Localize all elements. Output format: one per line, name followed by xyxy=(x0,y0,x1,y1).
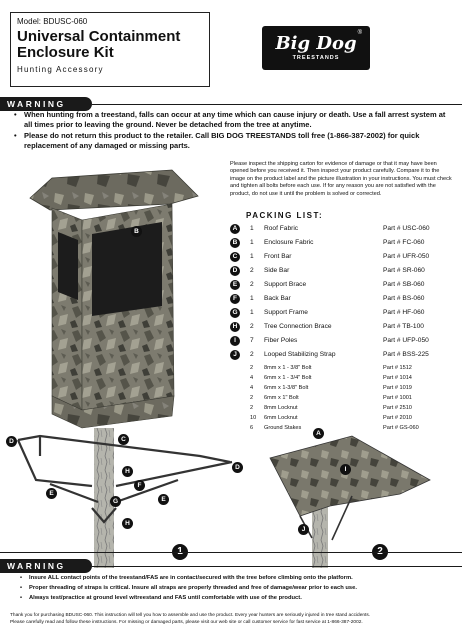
logo-wordmark: Big Dog xyxy=(275,33,357,54)
part-badge: H xyxy=(230,322,240,332)
hardware-name: 8mm x 1 - 3/8" Bolt xyxy=(264,365,312,371)
hardware-item xyxy=(230,384,462,394)
packing-item xyxy=(230,280,462,294)
item-qty: 2 xyxy=(250,281,254,288)
item-qty: 1 xyxy=(250,225,254,232)
hardware-part: Part # GS-060 xyxy=(383,425,419,431)
item-name: Support Frame xyxy=(264,309,308,316)
warning-bottom-list xyxy=(20,574,452,604)
product-title xyxy=(17,29,203,61)
item-part: Part # UFP-050 xyxy=(383,337,429,344)
hardware-part: Part # 1512 xyxy=(383,365,412,371)
item-qty: 2 xyxy=(250,323,254,330)
packing-item xyxy=(230,308,462,322)
assembly-diagrams xyxy=(0,428,462,568)
item-qty: 1 xyxy=(250,295,254,302)
packing-item xyxy=(230,266,462,280)
callout-f: F xyxy=(134,480,145,491)
footer-line: Thank you for purchasing BDUSC-060. This instruction will tell you how to assemble and use the product. Every year hunters are seriously injured in tree stand accidents. xyxy=(10,613,371,618)
hardware-part: Part # 1014 xyxy=(383,375,412,381)
hardware-part: Part # 2510 xyxy=(383,405,412,411)
part-badge: E xyxy=(230,280,240,290)
hardware-part: Part # 2010 xyxy=(383,415,412,421)
item-part: Part # UFR-050 xyxy=(383,253,430,260)
item-qty: 1 xyxy=(250,239,254,246)
callout-g: G xyxy=(110,496,121,507)
item-part: Part # BSS-225 xyxy=(383,351,429,358)
logo-tagline: TREESTANDS xyxy=(292,55,340,61)
item-name: Side Bar xyxy=(264,267,290,274)
item-name: Enclosure Fabric xyxy=(264,239,314,246)
warning-top-item: • When hunting from a treestand, falls can occur at any time which can cause injury or death. Use a fall arrest system at all times prior to leaving the ground. Never be detached from the tree at anytime. xyxy=(14,110,452,129)
packing-item xyxy=(230,238,462,252)
part-badge: D xyxy=(230,266,240,276)
hardware-part: Part # 1019 xyxy=(383,385,412,391)
item-name: Fiber Poles xyxy=(264,337,298,344)
front-window xyxy=(92,222,162,316)
hardware-name: Ground Stakes xyxy=(264,425,302,431)
hardware-item xyxy=(230,394,462,404)
warning-bottom-item: • Proper threading of straps is critical. Insure all straps are properly threaded and free of damage/wear prior to each use. xyxy=(20,584,452,593)
hardware-item xyxy=(230,364,462,374)
hardware-qty: 2 xyxy=(250,395,254,401)
item-qty: 2 xyxy=(250,351,254,358)
footer-line: Please carefully read and follow these instructions. For missing or damaged parts, please visit our web site or call customer service for fast service at 1-866-387-2002. xyxy=(10,619,363,625)
item-name: Front Bar xyxy=(264,253,292,260)
packing-list-title: PACKING LIST: xyxy=(246,211,324,220)
callout-h: H xyxy=(122,518,133,529)
callout-d: D xyxy=(232,462,243,473)
item-qty: 2 xyxy=(250,267,254,274)
item-name: Support Brace xyxy=(264,281,307,288)
product-subtitle: Hunting Accessory xyxy=(17,65,104,74)
registered-mark: ® xyxy=(357,30,362,36)
warning-top-item: • Please do not return this product to the retailer. Call BIG DOG TREESTANDS toll free (1-866-387-2002) for quick replacement of any damaged or missing parts. xyxy=(14,131,452,150)
part-badge: C xyxy=(230,252,240,262)
item-name: Back Bar xyxy=(264,295,291,302)
inspection-paragraph: Please inspect the shipping carton for evidence of damage or that it may have been opened before you received it. Then inspect your product carefully. Compare it to the image on the product label and the picture illustration in your instructions. You must check and tighten all bolts before each use. If for any reason you are not satisfied with the product, do not use it until the problem is solved or corrected. xyxy=(230,161,452,197)
item-part: Part # HF-060 xyxy=(383,309,425,316)
part-badge: G xyxy=(230,308,240,318)
part-badge: A xyxy=(230,224,240,234)
item-part: Part # USC-060 xyxy=(383,225,430,232)
product-header xyxy=(10,12,210,87)
diagram-baseline xyxy=(0,552,462,553)
roof-fabric xyxy=(30,170,198,210)
photo-callout-b: B xyxy=(131,226,142,237)
hardware-item xyxy=(230,414,462,424)
item-part: Part # FC-060 xyxy=(383,239,425,246)
warning-bottom-rule xyxy=(92,566,462,567)
warning-top-label: WARNING xyxy=(0,97,92,111)
hardware-qty: 6 xyxy=(250,425,254,431)
item-qty: 1 xyxy=(250,309,254,316)
callout-d: D xyxy=(6,436,17,447)
warning-bottom-item: • Always test/practice at ground level w/treestand and FAS until comfortable with use of the product. xyxy=(20,594,452,603)
item-part: Part # SB-060 xyxy=(383,281,425,288)
brand-logo xyxy=(262,26,370,70)
item-name: Looped Stabilizing Strap xyxy=(264,351,336,358)
hardware-qty: 4 xyxy=(250,385,254,391)
frame-assembly xyxy=(18,436,232,522)
hardware-item xyxy=(230,404,462,414)
item-part: Part # BS-060 xyxy=(383,295,425,302)
side-window xyxy=(58,232,78,300)
callout-i: I xyxy=(340,464,351,475)
footer-note xyxy=(10,613,456,626)
callout-e: E xyxy=(158,494,169,505)
hardware-qty: 10 xyxy=(250,415,257,421)
part-badge: F xyxy=(230,294,240,304)
hardware-qty: 2 xyxy=(250,365,254,371)
title-line-1: Universal Containment xyxy=(17,28,181,45)
model-number: Model: BDUSC-060 xyxy=(17,17,88,26)
part-badge: I xyxy=(230,336,240,346)
packing-item xyxy=(230,224,462,238)
item-name: Roof Fabric xyxy=(264,225,299,232)
item-name: Tree Connection Brace xyxy=(264,323,332,330)
callout-j: J xyxy=(298,524,309,535)
packing-item xyxy=(230,294,462,308)
item-part: Part # SR-060 xyxy=(383,267,425,274)
packing-item xyxy=(230,336,462,350)
hardware-name: 6mm Locknut xyxy=(264,415,298,421)
callout-h: H xyxy=(122,466,133,477)
hardware-part: Part # 1001 xyxy=(383,395,412,401)
warning-top-rule xyxy=(92,104,462,105)
hardware-qty: 4 xyxy=(250,375,254,381)
hardware-name: 6mm x 1-3/8" Bolt xyxy=(264,385,309,391)
product-photo xyxy=(22,160,202,430)
title-line-2: Enclosure Kit xyxy=(17,44,114,61)
part-badge: B xyxy=(230,238,240,248)
packing-list xyxy=(230,224,462,364)
hardware-item xyxy=(230,374,462,384)
item-qty: 7 xyxy=(250,337,254,344)
warning-top-list xyxy=(14,110,452,152)
part-badge: J xyxy=(230,350,240,360)
packing-item xyxy=(230,252,462,266)
packing-item xyxy=(230,350,462,364)
callout-c: C xyxy=(118,434,129,445)
packing-item xyxy=(230,322,462,336)
hardware-name: 8mm Locknut xyxy=(264,405,298,411)
item-qty: 1 xyxy=(250,253,254,260)
hardware-list xyxy=(230,364,462,434)
roof-fabric-diagram xyxy=(270,436,430,516)
hardware-qty: 2 xyxy=(250,405,254,411)
hardware-name: 6mm x 1 - 3/4" Bolt xyxy=(264,375,312,381)
warning-bottom-label: WARNING xyxy=(0,559,92,573)
hardware-name: 6mm x 1" Bolt xyxy=(264,395,299,401)
warning-bottom-item: • Insure ALL contact points of the treestand/FAS are in contact/secured with the tree before climbing onto the platform. xyxy=(20,574,452,583)
callout-e: E xyxy=(46,488,57,499)
callout-a: A xyxy=(313,428,324,439)
assembly-illustration xyxy=(0,428,462,568)
item-part: Part # TB-100 xyxy=(383,323,424,330)
